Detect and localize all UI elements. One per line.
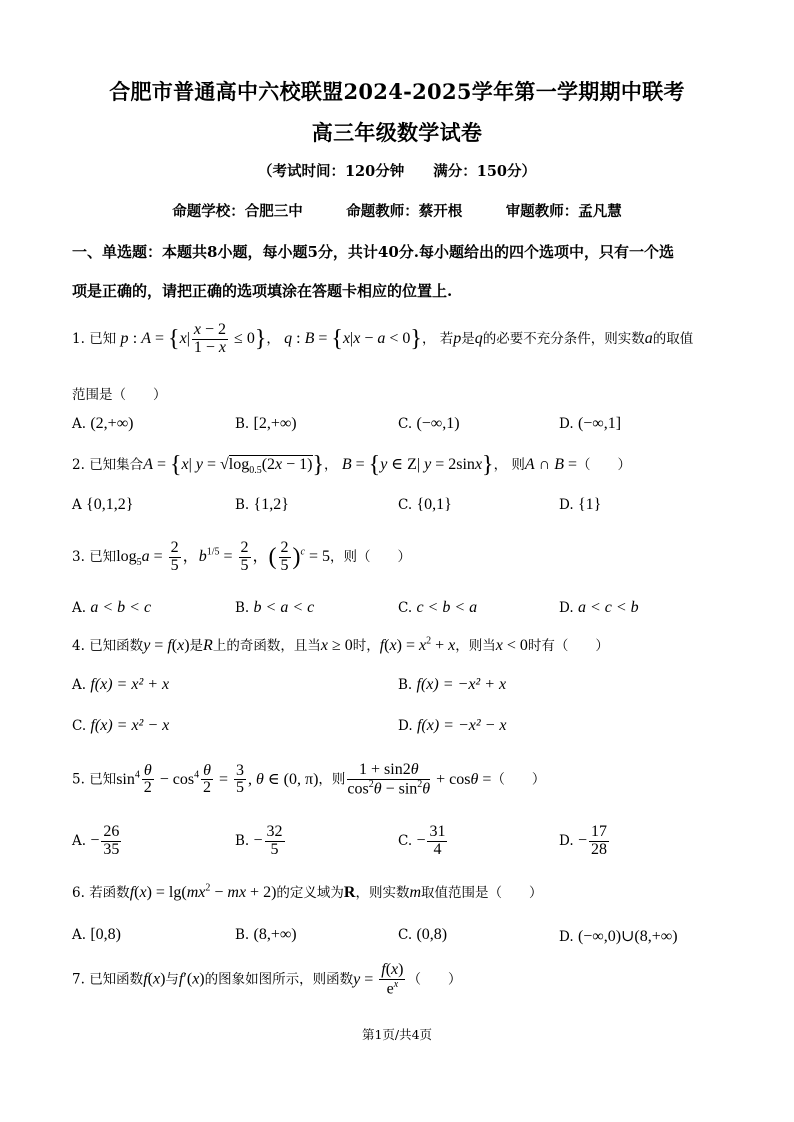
q3-option-c[interactable]: C. c < b < a [398,599,478,616]
question-2-stem: 2. 已知集合A = {x| $y = √\log_{0.5}(2x - 1)$}， B = {y ∈ Z| y = 2sinx}， 则A ∩ B =（ ） [72,452,632,478]
question-1-stem-cont: 范围是（ ） [72,387,167,403]
paper-title-line2: 高三年级数学试卷 [311,120,483,145]
math-set-b: : B = {x|x − a < 0} [292,325,422,352]
question-1-stem: 1. 已知 p : A = {x| $\frac{x - 2}{1 - x}$ ≤ 0}， q : B = {x|x − a < 0}， 若p是q的必要不充分条件，则实数a的取值 [72,321,694,356]
section-heading-line2: 项是正确的，请把正确的选项填涂在答题卡相应的位置上. [72,282,453,300]
q5-option-c[interactable]: C. − $\frac{31}{4}$ [398,823,446,858]
q4-option-a[interactable]: A. f(x) = x² + x [72,676,170,693]
q2-option-c[interactable]: C. {0,1} [398,496,452,513]
q1-option-c[interactable]: C. (−∞,1) [398,415,460,432]
question-number: 6. [72,885,85,901]
q2-option-a[interactable]: A {0,1,2} [72,496,134,513]
question-number: 3. [72,548,85,565]
setter-info: 命题学校：合肥三中 命题教师：蔡开根 审题教师：孟凡慧 [172,203,622,220]
math-function: $f(x) = \lg(mx^2$ − mx + 2) [129,882,277,901]
q3-option-b[interactable]: B. b < a < c [235,599,315,616]
question-6-stem: 6. 若函数$f(x) = \lg(mx^2$ − mx + 2)的定义域为R，则实数m取值范围是（ ） [72,882,543,901]
question-7-stem: 7. 已知函数f(x)与f′(x)的图象如图所示，则函数y = $\frac{f(x)}{e^x}$ （ ） [72,961,462,998]
q5-option-d[interactable]: D. − $\frac{17}{28}$ [559,823,607,858]
question-number: 7. [72,971,85,988]
q1-option-d[interactable]: D. (−∞,1] [559,415,622,432]
q6-option-a[interactable]: A. [0,8) [72,926,121,943]
q2-option-b[interactable]: B. {1,2} [235,496,289,513]
q4-option-b[interactable]: B. f(x) = −x² + x [398,676,507,693]
math-set-a: : A = {x| $\frac{x - 2}{1 - x}$ ≤ 0} [132,321,267,356]
paper-title-line1: 合肥市普通高中六校联盟2024-2025学年第一学期期中联考 [109,79,685,104]
q6-option-d[interactable]: D. (−∞,0)∪(8,+∞) [559,928,678,945]
q3-option-a[interactable]: A. a < b < c [72,599,152,616]
q6-option-b[interactable]: B. (8,+∞) [235,926,297,943]
q5-option-b[interactable]: B. − $\frac{32}{5}$ [235,823,283,858]
q3-option-d[interactable]: D. a < c < b [559,599,639,616]
math-set-b: B = {y ∈ Z| y = 2sinx} [341,452,494,478]
q2-option-d[interactable]: D. {1} [559,496,602,513]
q4-option-d[interactable]: D. f(x) = −x² − x [398,717,507,734]
page-footer: 第1页/共4页 [361,1027,433,1042]
question-number: 4. [72,638,85,654]
math-conditions: $\log_5a$ = $\frac{2}{5}$ ，$b^{1/5}$ = $\frac{2}{5}$ ，( $\frac{2}{5}$ )$^c$ = 5 [116,539,330,574]
question-number: 2. [72,457,85,474]
q4-option-c[interactable]: C. f(x) = x² − x [72,717,170,734]
q6-option-c[interactable]: C. (0,8) [398,926,448,943]
math-set-a: A = {x| $y = √\log_{0.5}(2x - 1)$} [143,452,325,478]
question-number: 1. [72,330,85,347]
q1-option-a[interactable]: A. (2,+∞) [72,415,134,432]
question-4-stem: 4. 已知函数y = f(x)是R上的奇函数，且当x ≥ 0时，$f(x) = x^2 + x$，则当x < 0时有（ ） [72,635,609,654]
question-3-stem: 3. 已知$\log_5a$ = $\frac{2}{5}$ ，$b^{1/5}$ = $\frac{2}{5}$ ，( $\frac{2}{5}$ )$^c$ = 5，则（ ） [72,539,411,574]
exam-info: （考试时间：120分钟 满分：150分） [257,163,537,180]
math-expression: $\frac{1 + \sin 2\theta}{\cos^2\theta - \sin^2\theta}$ + cosθ = [347,761,492,798]
q5-option-a[interactable]: A. − $\frac{26}{35}$ [72,823,120,858]
question-5-stem: 5. 已知$\sin^4$ $\frac{\theta}{2}$ − $\cos^4$ $\frac{\theta}{2}$ = $\frac{3}{5}$ , θ ∈ (0, π)，则 $\frac{1 + \sin 2\theta}{\cos^2\theta - \sin^2\theta}$ + cosθ =（ ） [72,761,546,798]
section-heading-line1: 一、单选题：本题共8小题，每小题5分，共计40分.每小题给出的四个选项中，只有一个选 [72,243,674,261]
question-number: 5. [72,771,85,788]
q1-option-b[interactable]: B. [2,+∞) [235,415,297,432]
math-condition: $\sin^4$ $\frac{\theta}{2}$ − $\cos^4$ $\frac{\theta}{2}$ = $\frac{3}{5}$ , θ ∈ (0, π) [116,761,319,797]
math-function: y = $\frac{f(x)}{e^x}$ [353,961,404,998]
